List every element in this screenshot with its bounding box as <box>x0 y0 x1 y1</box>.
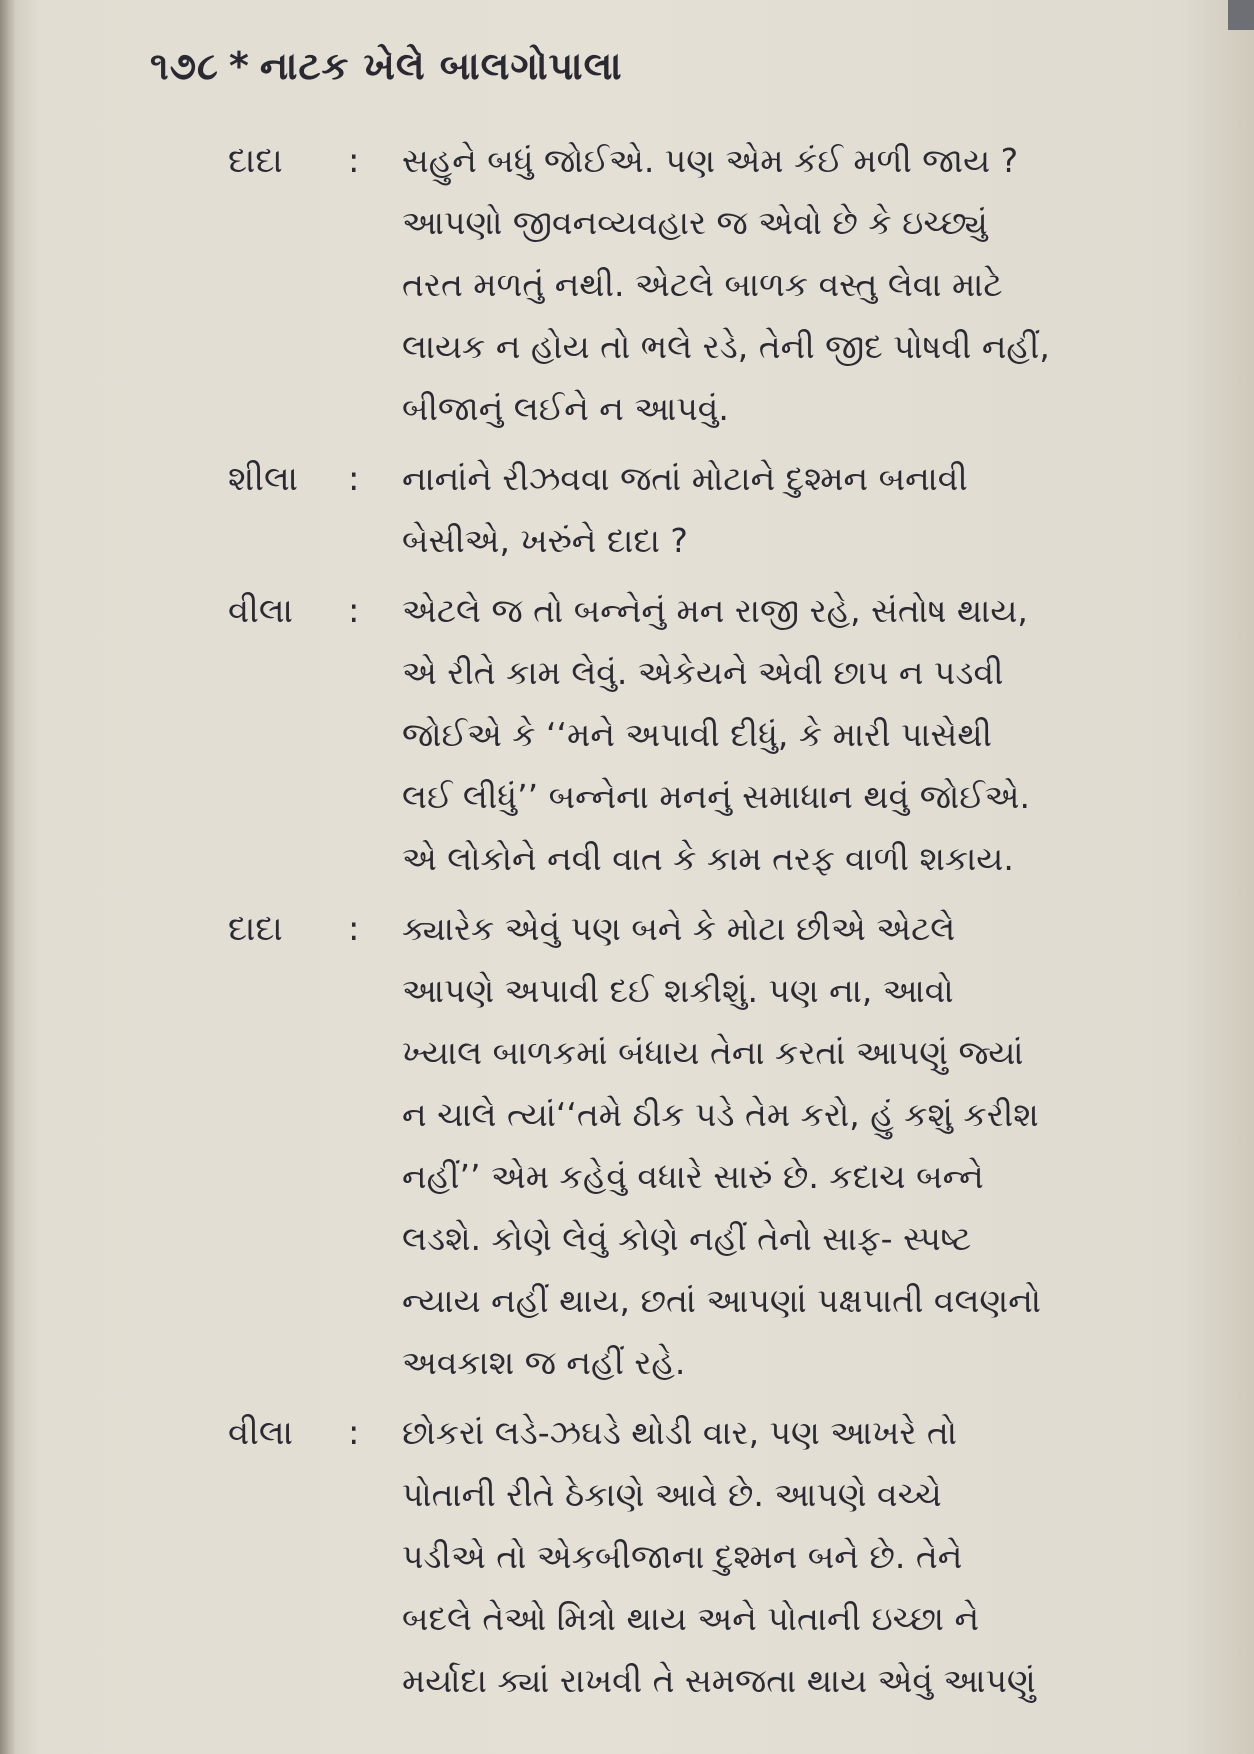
text-line: લડશે. કોણે લેવું કોણે નહીં તેનો સાફ- સ્પષ્ટ <box>402 1219 972 1258</box>
speaker-colon: : <box>348 141 360 181</box>
dialogue-entry <box>228 130 1158 440</box>
text-line: પોતાની રીતે ઠેકાણે આવે છે. આપણે વચ્ચે <box>402 1475 942 1514</box>
text-line: મર્યાદા ક્યાં રાખવી તે સમજતા થાય એવું આપણું <box>402 1661 1036 1700</box>
text-line: નાનાંને રીઝવવા જતાં મોટાને દુશ્મન બનાવી <box>402 459 968 498</box>
dialogue-entry <box>228 448 1158 572</box>
text-line: સહુને બધું જોઈએ. પણ એમ કંઈ મળી જાય ? <box>402 141 1019 180</box>
text-line: ન્યાય નહીં થાય, છતાં આપણાં પક્ષપાતી વલણનો <box>402 1281 1042 1320</box>
speaker-name: વીલા <box>228 1413 293 1453</box>
text-line: જોઈએ કે ‘‘મને અપાવી દીધું, કે મારી પાસેથી <box>402 715 992 754</box>
text-line: એ લોકોને નવી વાત કે કામ તરફ વાળી શકાય. <box>402 839 1014 878</box>
text-line: એટલે જ તો બન્નેનું મન રાજી રહે, સંતોષ થાય, <box>402 591 1028 630</box>
text-line: આપણો જીવનવ્યવહાર જ એવો છે કે ઇચ્છ્યું <box>402 203 988 242</box>
text-line: ખ્યાલ બાળકમાં બંધાય તેના કરતાં આપણું જ્યાં <box>402 1033 1024 1072</box>
speaker-name: વીલા <box>228 591 293 631</box>
book-spine-shadow <box>0 0 16 1754</box>
text-line: લઈ લીધું’’ બન્નેના મનનું સમાધાન થવું જોઈએ. <box>402 777 1030 816</box>
text-line: છોકરાં લડે-ઝઘડે થોડી વાર, પણ આખરે તો <box>402 1413 958 1452</box>
speaker-colon: : <box>348 459 360 499</box>
page-number: ૧૭૮ <box>150 44 219 88</box>
dialogue-entry <box>228 580 1158 890</box>
dialogue-entry <box>228 1402 1158 1712</box>
text-line: આપણે અપાવી દઈ શકીશું. પણ ના, આવો <box>402 971 954 1010</box>
text-line: બદલે તેઓ મિત્રો થાય અને પોતાની ઇચ્છા ને <box>402 1599 980 1638</box>
text-line: એ રીતે કામ લેવું. એકેયને એવી છાપ ન પડવી <box>402 653 1004 692</box>
speaker-name: શીલા <box>228 459 298 499</box>
speaker-name: દાદા <box>228 909 283 949</box>
header-separator: * <box>228 44 250 88</box>
dialogue-text <box>384 1402 1158 1712</box>
dialogue-entry <box>228 898 1158 1394</box>
text-line: અવકાશ જ નહીં રહે. <box>402 1343 686 1382</box>
speaker-colon: : <box>348 591 360 631</box>
text-line: બીજાનું લઈને ન આપવું. <box>402 389 729 428</box>
speaker-colon: : <box>348 909 360 949</box>
speaker-name: દાદા <box>228 141 283 181</box>
dialogue-text <box>384 130 1158 440</box>
dialogue-text <box>384 898 1158 1394</box>
text-line: ન ચાલે ત્યાં‘‘તમે ઠીક પડે તેમ કરો, હું કશું કરીશ <box>402 1095 1039 1134</box>
text-line: તરત મળતું નથી. એટલે બાળક વસ્તુ લેવા માટે <box>402 265 1003 304</box>
text-line: લાયક ન હોય તો ભલે રડે, તેની જીદ પોષવી નહીં, <box>402 327 1050 366</box>
text-line: ક્યારેક એવું પણ બને કે મોટા છીએ એટલે <box>402 909 956 948</box>
book-title: નાટક ખેલે બાલગોપાલા <box>259 44 623 88</box>
page-header <box>150 44 623 89</box>
speaker-colon: : <box>348 1413 360 1453</box>
dialogue-body <box>228 130 1158 1712</box>
page-corner-tab <box>1228 0 1254 30</box>
dialogue-text <box>384 448 1158 572</box>
text-line: બેસીએ, ખરુંને દાદા ? <box>402 521 688 560</box>
text-line: નહીં’’ એમ કહેવું વધારે સારું છે. કદાચ બન્ને <box>402 1157 984 1196</box>
text-line: પડીએ તો એકબીજાના દુશ્મન બને છે. તેને <box>402 1537 963 1576</box>
dialogue-text <box>384 580 1158 890</box>
